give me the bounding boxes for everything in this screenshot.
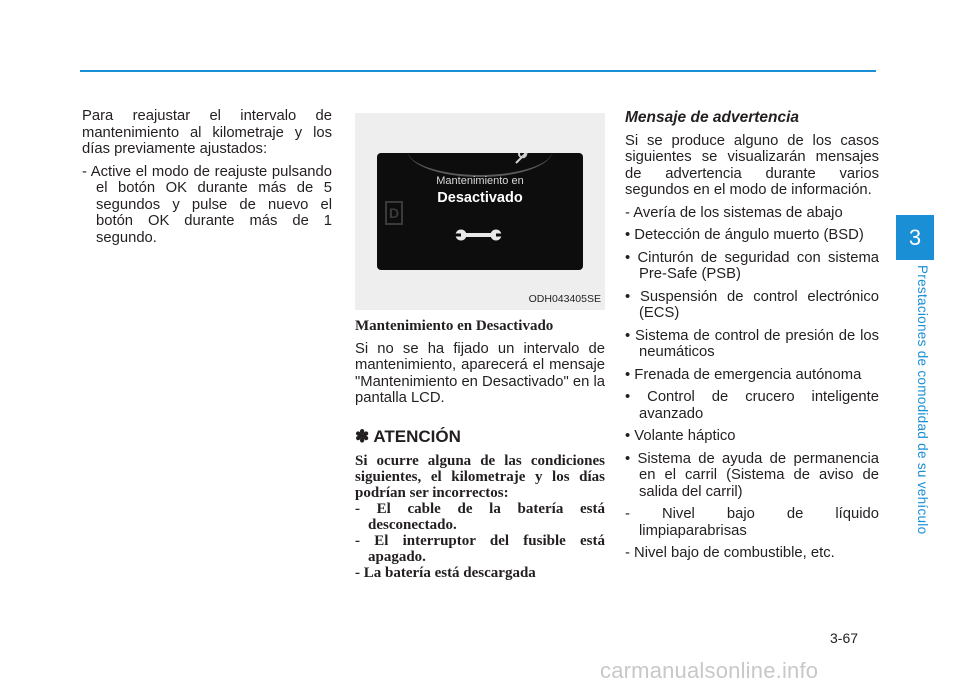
attention-body: Si ocurre alguna de las condiciones siguientes, el kilometraje y los días podrían ser incorrectos: <box>355 453 605 501</box>
warning-bullet: • Sistema de ayuda de permanencia en el carril (Sistema de aviso de salida del carril) <box>625 450 879 500</box>
attention-item: - El interruptor del fusible está apagado. <box>355 533 605 565</box>
chapter-title: Prestaciones de comodidad de su vehículo <box>915 265 930 535</box>
warning-tail: - Nivel bajo de combustible, etc. <box>625 545 835 561</box>
attention-item: - El cable de la batería está desconectado. <box>355 501 605 533</box>
cluster-figure <box>355 113 605 310</box>
warning-bullet: • Frenada de emergencia autónoma <box>625 366 862 383</box>
warning-tail: - Nivel bajo de líquido limpiaparabrisas <box>625 506 879 539</box>
warning-bullet: • Detección de ángulo muerto (BSD) <box>625 227 864 243</box>
chapter-number-tab: 3 <box>896 215 934 260</box>
column-right <box>625 110 879 568</box>
warning-bullet: • Volante háptico <box>625 428 736 444</box>
warning-heading: Mensaje de advertencia <box>625 109 800 126</box>
gear-indicator: D <box>385 201 403 225</box>
cluster-line2: Desactivado <box>437 190 523 206</box>
instrument-cluster-display <box>377 153 583 270</box>
column-left <box>82 108 332 252</box>
intro-paragraph: Para reajustar el intervalo de mantenimiento al kilometraje y los días previamente ajustados: <box>82 108 332 157</box>
warning-bullet: • Sistema de control de presión de los neumáticos <box>625 327 879 360</box>
section-body: Si no se ha fijado un intervalo de mantenimiento, aparecerá el mensaje "Mantenimiento en Desactivado" en la pantalla LCD. <box>355 340 605 406</box>
cluster-line1: Mantenimiento en <box>436 175 524 187</box>
warning-bullet: • Suspensión de control electrónico (ECS) <box>625 288 879 321</box>
page-number: 3-67 <box>830 630 859 646</box>
attention-title: ✽ ATENCIÓN <box>355 426 461 446</box>
wrench-icon <box>514 153 528 170</box>
warning-intro: Si se produce alguno de los casos siguientes se visualizarán mensajes de advertencia durante varios segundos en el modo de información. <box>625 132 879 198</box>
section-heading: Mantenimiento en Desactivado <box>355 318 554 334</box>
attention-item: - La batería está descargada <box>355 565 536 581</box>
warning-sub: - Avería de los sistemas de abajo <box>625 204 843 221</box>
reset-step: - Active el modo de reajuste pulsando el botón OK durante más de 5 segundos y pulse de nuevo el botón OK durante más de 1 segundo. <box>82 163 332 246</box>
header-rule <box>80 70 876 72</box>
watermark: carmanualsonline.info <box>600 658 819 683</box>
service-wrench-icon <box>455 227 503 248</box>
column-middle <box>355 113 605 581</box>
figure-code: ODH043405SE <box>528 292 601 305</box>
warning-bullet: • Control de crucero inteligente avanzado <box>625 389 879 422</box>
warning-bullet: • Cinturón de seguridad con sistema Pre-Safe (PSB) <box>625 249 879 282</box>
